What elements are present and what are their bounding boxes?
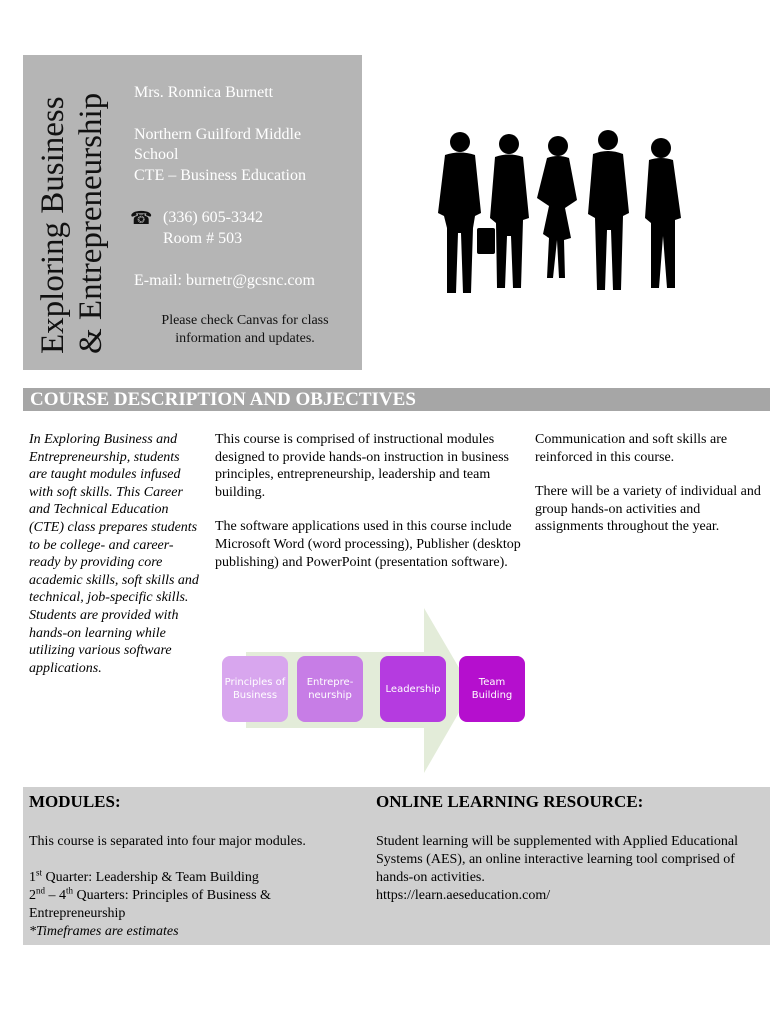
online-text: Student learning will be supplemented with Applied Educational Systems (AES), an online interactive learning tool comprised of hands-on activities. — [376, 834, 738, 885]
person-silhouette-3 — [537, 136, 577, 278]
step-entrepreneurship: Entrepre-neurship — [297, 656, 363, 722]
course-title-line2: & Entrepreneurship — [73, 92, 109, 354]
course-right-column — [535, 431, 765, 536]
step-principles-of-business: Principles of Business — [222, 656, 288, 722]
course-intro: In Exploring Business and Entrepreneurship, students are taught modules infused with soft skills. This Career and Technical Education (CTE) class prepares students to be college- and career-ready by providing core academic skills, soft skills and technical, job-specific skills. Students are provided with hands-on learning while utilizing various software applications. — [29, 432, 199, 676]
school-line1: Northern Guilford Middle — [134, 126, 302, 143]
department: CTE – Business Education — [134, 167, 306, 184]
course-description-heading: COURSE DESCRIPTION AND OBJECTIVES — [30, 389, 416, 410]
course-middle-column — [215, 431, 525, 571]
online-column — [376, 833, 768, 905]
quarter-2-sup: nd — [36, 885, 45, 896]
quarter-1-sup: st — [36, 867, 43, 878]
telephone-icon: ☎ — [130, 208, 153, 228]
software-text: The software applications used in this course include Microsoft Word (word processing), Publisher (desktop publishing) and PowerPoint (presentation software). — [215, 519, 521, 570]
modules-intro: This course is separated into four major modules. — [29, 834, 306, 849]
quarter-4-number: – 4 — [45, 888, 66, 903]
timeframe-note: *Timeframes are estimates — [29, 924, 179, 939]
quarters-text: Quarters: Principles of Business & Entrepreneurship — [29, 888, 271, 921]
quarter-1-text: Quarter: Leadership & Team Building — [42, 870, 259, 885]
teacher-name: Mrs. Ronnica Burnett — [134, 84, 274, 101]
person-silhouette-4 — [588, 130, 629, 290]
course-modules-text: This course is comprised of instructional modules designed to provide hands-on instruction in business principles, entrepreneurship, leadership and team building. — [215, 432, 509, 500]
quarters-2-4 — [29, 887, 349, 923]
room-number: Room # 503 — [163, 230, 243, 247]
activities-text: There will be a variety of individual and group hands-on activities and assignments throughout the year. — [535, 484, 761, 535]
email-address: E-mail: burnetr@gcsnc.com — [134, 272, 315, 289]
quarter-2-number: 2 — [29, 888, 36, 903]
canvas-note: Please check Canvas for class information and updates. — [161, 313, 329, 346]
person-silhouette-1 — [438, 132, 481, 293]
step-leadership: Leadership — [380, 656, 446, 722]
quarter-1-number: 1 — [29, 870, 36, 885]
online-resource-heading: ONLINE LEARNING RESOURCE: — [376, 792, 644, 811]
quarter-4-sup: th — [66, 885, 74, 896]
phone-number: (336) 605-3342 — [163, 209, 263, 226]
quarter-1 — [29, 869, 349, 887]
course-title-line1: Exploring Business — [35, 96, 71, 354]
step-team-building: Team Building — [459, 656, 525, 722]
business-people-silhouettes — [425, 128, 690, 296]
person-silhouette-2 — [477, 134, 529, 288]
online-url[interactable]: https://learn.aeseducation.com/ — [376, 888, 551, 903]
person-silhouette-5 — [645, 138, 681, 288]
modules-heading: MODULES: — [29, 792, 121, 811]
school-line2: School — [134, 146, 179, 163]
modules-column — [29, 833, 349, 941]
course-title — [34, 54, 110, 354]
soft-skills-text: Communication and soft skills are reinforced in this course. — [535, 432, 728, 465]
